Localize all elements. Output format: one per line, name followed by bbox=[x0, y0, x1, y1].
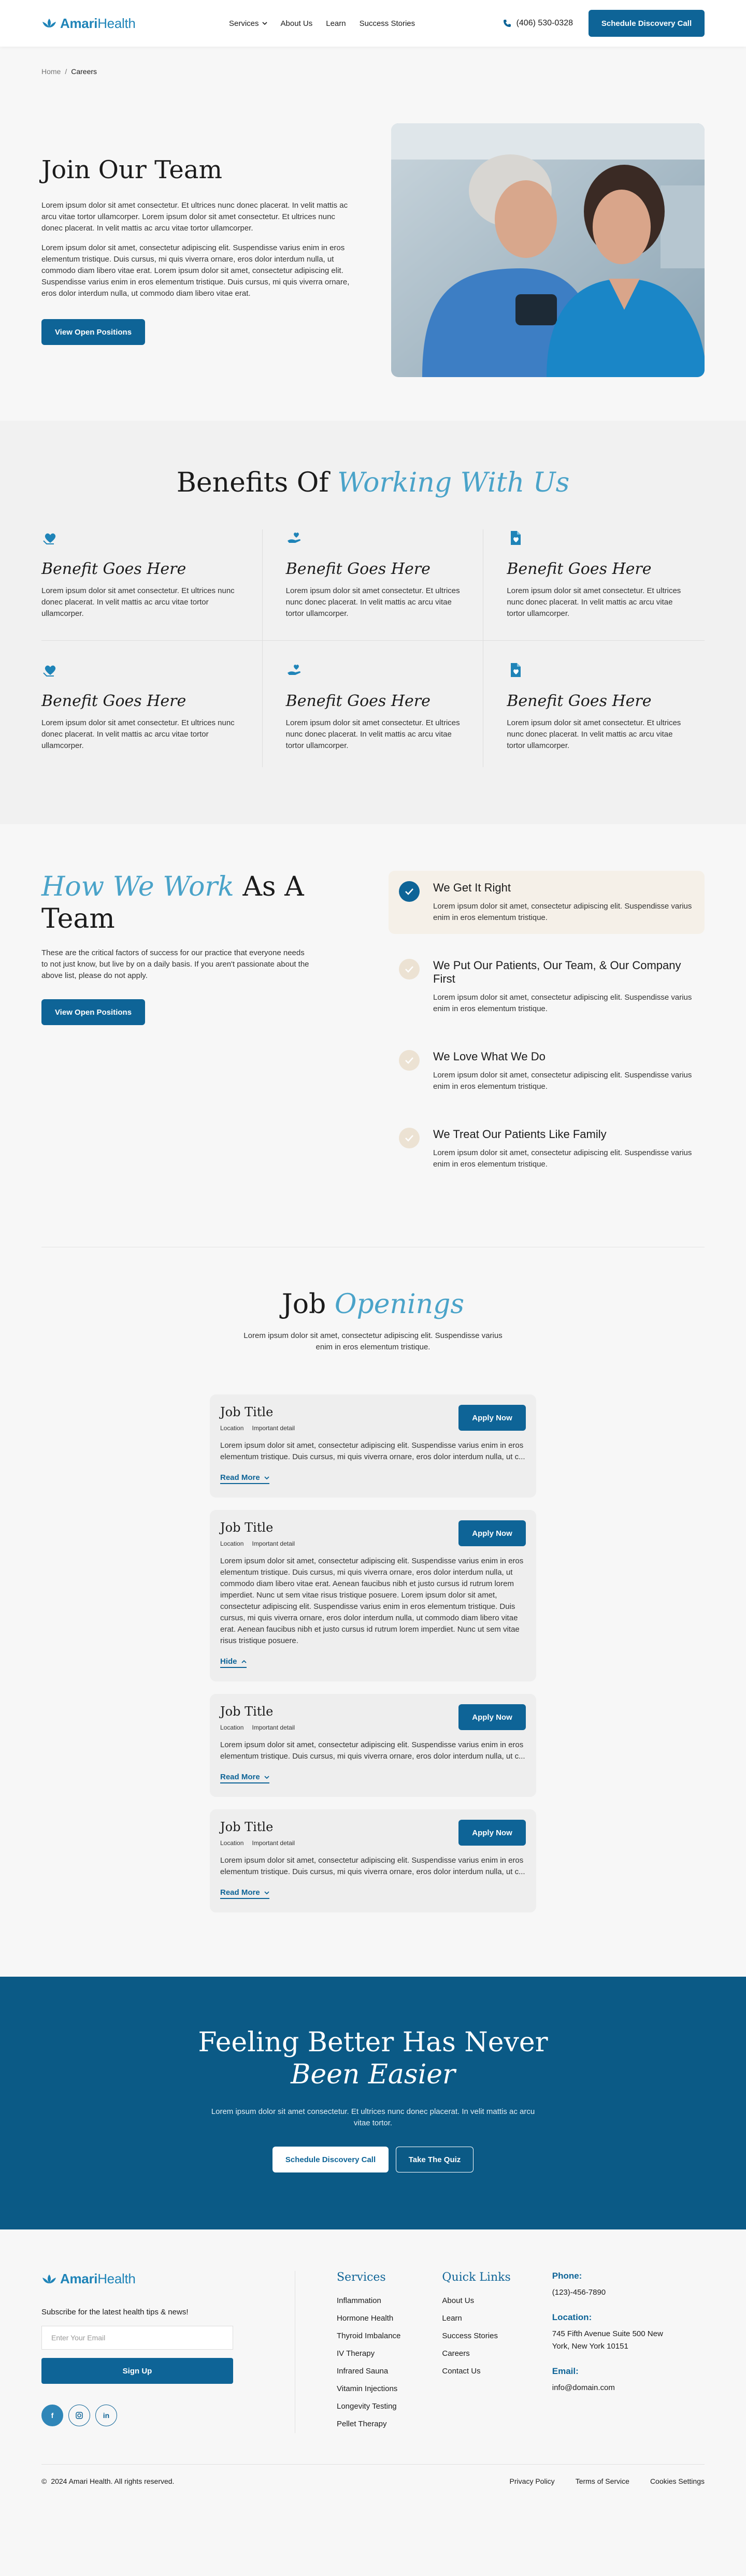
toggle-label: Hide bbox=[220, 1657, 237, 1666]
benefit-title: Benefit Goes Here bbox=[41, 560, 187, 578]
footer-service-link[interactable]: Longevity Testing bbox=[337, 2402, 397, 2411]
benefit-card bbox=[263, 529, 484, 641]
job-description: Lorem ipsum dolor sit amet, consectetur adipiscing elit. Suspendisse varius enim in eros elementum tristique. Duis cursus, mi quis viverra ornare, eros dolor interdum nulla, ut c... bbox=[220, 1740, 525, 1761]
how-description: These are the critical factors of success for our practice that everyone needs to not just know, but live by on a daily basis. If you aren't passionate about the above list, please do not apply. bbox=[41, 948, 309, 980]
sign-up-button[interactable]: Sign Up bbox=[41, 2358, 233, 2384]
chevron-down-icon bbox=[264, 1476, 269, 1479]
logo[interactable] bbox=[41, 16, 136, 32]
job-description: Lorem ipsum dolor sit amet, consectetur adipiscing elit. Suspendisse varius enim in eros elementum tristique. Duis cursus, mi quis viverra ornare, eros dolor interdum nulla, ut c... bbox=[220, 1856, 525, 1876]
hero-paragraph-2: Lorem ipsum dolor sit amet, consectetur adipiscing elit. Suspendisse varius enim in eros elementum tristique. Duis cursus, mi quis viverra ornare, eros dolor interdum nulla, ut commodo diam libero vitae erat. Lorem ipsum dolor sit amet, consectetur adipiscing elit. Suspendisse varius enim in eros elementum tristique. Duis cursus, mi quis viverra ornare, eros dolor interdum nulla, ut commodo diam libero vitae erat. bbox=[41, 243, 350, 298]
jobs-title: Job Openings bbox=[281, 1289, 465, 1320]
chevron-up-icon bbox=[241, 1660, 247, 1663]
read-more-toggle[interactable] bbox=[220, 1888, 269, 1899]
check-circle-icon bbox=[399, 1128, 420, 1148]
view-open-positions-button-2[interactable]: View Open Positions bbox=[41, 999, 145, 1025]
copyright: 2024 Amari Health. All rights reserved. bbox=[51, 2477, 175, 2485]
job-location: Location bbox=[220, 1540, 244, 1547]
benefit-title: Benefit Goes Here bbox=[507, 692, 652, 710]
job-location: Location bbox=[220, 1724, 244, 1731]
chevron-down-icon bbox=[264, 1776, 269, 1779]
job-detail: Important detail bbox=[252, 1540, 295, 1547]
job-title: Job Title bbox=[220, 1820, 274, 1834]
copyright-icon: © bbox=[41, 2477, 47, 2485]
toggle-label: Read More bbox=[220, 1888, 260, 1897]
value-item[interactable] bbox=[389, 1040, 705, 1103]
footer-quick-link[interactable]: About Us bbox=[442, 2296, 475, 2305]
benefit-text: Lorem ipsum dolor sit amet consectetur. Et ultrices nunc donec placerat. In velit mattis ac arcu vitae tortor ullamcorper. bbox=[41, 718, 235, 750]
apply-now-button[interactable]: Apply Now bbox=[458, 1820, 526, 1846]
job-detail: Important detail bbox=[252, 1424, 295, 1432]
nav-services[interactable]: Services bbox=[229, 19, 267, 28]
site-footer bbox=[0, 2229, 746, 2504]
value-text: Lorem ipsum dolor sit amet, consectetur adipiscing elit. Suspendisse varius enim in eros elementum tristique. bbox=[433, 993, 692, 1013]
hide-toggle[interactable] bbox=[220, 1657, 247, 1668]
terms-link[interactable]: Terms of Service bbox=[575, 2477, 629, 2485]
how-title: How We Work As A Team bbox=[41, 871, 304, 934]
cta-schedule-call-button[interactable]: Schedule Discovery Call bbox=[272, 2147, 389, 2172]
value-text: Lorem ipsum dolor sit amet, consectetur adipiscing elit. Suspendisse varius enim in eros elementum tristique. bbox=[433, 902, 692, 922]
main-nav bbox=[229, 19, 415, 28]
view-open-positions-button[interactable]: View Open Positions bbox=[41, 319, 145, 345]
benefit-text: Lorem ipsum dolor sit amet consectetur. Et ultrices nunc donec placerat. In velit mattis ac arcu vitae tortor ullamcorper. bbox=[507, 586, 681, 618]
benefits-section bbox=[0, 421, 746, 824]
read-more-toggle[interactable] bbox=[220, 1473, 269, 1484]
value-title: We Put Our Patients, Our Team, & Our Company First bbox=[433, 959, 681, 985]
value-item[interactable] bbox=[389, 948, 705, 1025]
job-title: Job Title bbox=[220, 1520, 274, 1535]
check-circle-icon bbox=[399, 881, 420, 902]
heart-hand-icon bbox=[41, 540, 59, 549]
footer-services-list bbox=[337, 2292, 400, 2433]
footer-location: 745 Fifth Avenue Suite 500 New York, New York 10151 bbox=[552, 2329, 663, 2351]
job-list bbox=[0, 1394, 746, 1912]
nav-success-stories[interactable]: Success Stories bbox=[359, 19, 415, 28]
job-description: Lorem ipsum dolor sit amet, consectetur adipiscing elit. Suspendisse varius enim in eros elementum tristique. Duis cursus, mi quis viverra ornare, eros dolor interdum nulla, ut c... bbox=[220, 1441, 525, 1461]
benefit-title: Benefit Goes Here bbox=[507, 560, 652, 578]
benefit-text: Lorem ipsum dolor sit amet consectetur. Et ultrices nunc donec placerat. In velit mattis ac arcu vitae tortor ullamcorper. bbox=[507, 718, 681, 750]
breadcrumb-home[interactable]: Home bbox=[41, 67, 61, 76]
benefit-card bbox=[483, 529, 705, 641]
benefit-title: Benefit Goes Here bbox=[285, 692, 431, 710]
footer-quick-link[interactable]: Careers bbox=[442, 2349, 470, 2358]
footer-email[interactable]: info@domain.com bbox=[552, 2383, 615, 2392]
footer-quick-link[interactable]: Contact Us bbox=[442, 2367, 481, 2376]
value-title: We Love What We Do bbox=[433, 1050, 546, 1063]
lotus-logo-icon bbox=[41, 18, 57, 29]
jobs-subtitle: Lorem ipsum dolor sit amet, consectetur adipiscing elit. Suspendisse varius enim in eros elementum tristique. bbox=[243, 1331, 503, 1351]
nav-learn[interactable]: Learn bbox=[326, 19, 346, 28]
footer-services-title: Services bbox=[337, 2271, 386, 2284]
breadcrumb-separator: / bbox=[65, 67, 67, 76]
benefit-title: Benefit Goes Here bbox=[41, 692, 187, 710]
cta-text: Lorem ipsum dolor sit amet consectetur. Et ultrices nunc donec placerat. In velit mattis ac arcu vitae tortor. bbox=[211, 2107, 535, 2127]
footer-quick-link[interactable]: Learn bbox=[442, 2314, 462, 2323]
footer-logo[interactable] bbox=[41, 2271, 253, 2287]
heart-hand-icon bbox=[41, 672, 59, 681]
apply-now-button[interactable]: Apply Now bbox=[458, 1405, 526, 1431]
hero-section bbox=[0, 76, 746, 421]
phone-icon bbox=[503, 19, 511, 27]
logo-text: AmariHealth bbox=[60, 15, 136, 31]
hero-image bbox=[391, 123, 705, 377]
footer-quick-links-list bbox=[442, 2292, 510, 2380]
value-title: We Get It Right bbox=[433, 881, 511, 894]
document-heart-icon bbox=[507, 540, 524, 549]
email-field[interactable]: Enter Your Email bbox=[41, 2326, 233, 2350]
phone-number: (406) 530-0328 bbox=[516, 19, 573, 27]
footer-logo-text: AmariHealth bbox=[60, 2271, 136, 2286]
job-card bbox=[210, 1809, 536, 1912]
job-location: Location bbox=[220, 1424, 244, 1432]
benefit-card bbox=[263, 641, 484, 767]
chevron-down-icon bbox=[262, 22, 267, 25]
footer-service-link[interactable]: Hormone Health bbox=[337, 2314, 394, 2323]
values-list bbox=[389, 871, 705, 1195]
location-label: Location: bbox=[552, 2312, 592, 2322]
hand-heart-icon bbox=[286, 540, 304, 549]
cta-title: Feeling Better Has Never Been Easier bbox=[198, 2027, 548, 2090]
footer-service-link[interactable]: Thyroid Imbalance bbox=[337, 2332, 401, 2340]
toggle-label: Read More bbox=[220, 1473, 260, 1482]
benefit-card bbox=[483, 641, 705, 767]
lotus-logo-icon bbox=[41, 2273, 57, 2285]
apply-now-button[interactable]: Apply Now bbox=[458, 1520, 526, 1546]
check-circle-icon bbox=[399, 959, 420, 980]
footer-quick-link[interactable]: Success Stories bbox=[442, 2332, 498, 2340]
cookies-settings-link[interactable]: Cookies Settings bbox=[650, 2477, 705, 2485]
footer-service-link[interactable]: Inflammation bbox=[337, 2296, 381, 2305]
value-text: Lorem ipsum dolor sit amet, consectetur adipiscing elit. Suspendisse varius enim in eros elementum tristique. bbox=[433, 1071, 692, 1091]
hero-paragraph-1: Lorem ipsum dolor sit amet consectetur. Et ultrices nunc donec placerat. In velit mattis ac arcu vitae tortor ullamcorper. Lorem ipsum dolor sit amet consectetur. Et ultrices nunc donec placerat. In velit mattis ac arcu vitae tortor ullamcorper. bbox=[41, 201, 348, 233]
benefit-text: Lorem ipsum dolor sit amet consectetur. Et ultrices nunc donec placerat. In velit mattis ac arcu vitae tortor ullamcorper. bbox=[285, 586, 460, 618]
hand-heart-icon bbox=[286, 672, 304, 681]
page-title: Join Our Team bbox=[41, 155, 222, 184]
job-card bbox=[210, 1510, 536, 1681]
job-openings-section bbox=[0, 1247, 746, 1977]
value-item[interactable] bbox=[389, 1117, 705, 1181]
apply-now-button[interactable]: Apply Now bbox=[458, 1704, 526, 1730]
read-more-toggle[interactable] bbox=[220, 1773, 269, 1783]
value-item[interactable] bbox=[389, 871, 705, 934]
linkedin-icon[interactable]: in bbox=[95, 2405, 117, 2426]
schedule-call-button[interactable]: Schedule Discovery Call bbox=[589, 10, 705, 37]
job-card bbox=[210, 1694, 536, 1797]
site-header bbox=[0, 0, 746, 47]
benefit-title: Benefit Goes Here bbox=[285, 560, 431, 578]
footer-service-link[interactable]: Pellet Therapy bbox=[337, 2420, 387, 2428]
instagram-icon[interactable] bbox=[68, 2405, 90, 2426]
job-detail: Important detail bbox=[252, 1724, 295, 1731]
breadcrumb-current: Careers bbox=[71, 67, 97, 76]
take-quiz-button[interactable]: Take The Quiz bbox=[396, 2147, 474, 2172]
footer-service-link[interactable]: IV Therapy bbox=[337, 2349, 375, 2358]
newsletter-tagline: Subscribe for the latest health tips & news! bbox=[41, 2308, 189, 2316]
header-phone[interactable] bbox=[503, 19, 573, 28]
benefit-text: Lorem ipsum dolor sit amet consectetur. Et ultrices nunc donec placerat. In velit mattis ac arcu vitae tortor ullamcorper. bbox=[41, 586, 235, 618]
footer-quick-links-title: Quick Links bbox=[442, 2271, 511, 2284]
how-we-work-section bbox=[0, 824, 746, 1247]
benefits-title: Benefits Of Working With Us bbox=[176, 467, 570, 498]
job-title: Job Title bbox=[220, 1704, 274, 1719]
job-card bbox=[210, 1394, 536, 1498]
benefits-grid bbox=[41, 529, 705, 778]
benefit-text: Lorem ipsum dolor sit amet consectetur. Et ultrices nunc donec placerat. In velit mattis ac arcu vitae tortor ullamcorper. bbox=[285, 718, 460, 750]
value-title: We Treat Our Patients Like Family bbox=[433, 1128, 607, 1141]
job-detail: Important detail bbox=[252, 1839, 295, 1847]
benefit-card bbox=[41, 641, 263, 767]
email-label: Email: bbox=[552, 2366, 579, 2376]
privacy-policy-link[interactable]: Privacy Policy bbox=[509, 2477, 555, 2485]
footer-phone[interactable]: (123)-456-7890 bbox=[552, 2288, 606, 2297]
cta-section bbox=[0, 1977, 746, 2229]
facebook-icon[interactable]: f bbox=[41, 2405, 63, 2426]
nav-about-us[interactable]: About Us bbox=[280, 19, 313, 28]
job-description: Lorem ipsum dolor sit amet, consectetur adipiscing elit. Suspendisse varius enim in eros elementum tristique. Duis cursus, mi quis viverra ornare, eros dolor interdum nulla, ut commodo diam libero vitae erat. Aenean faucibus nibh et justo cursus id rutrum lorem imperdiet. Nunc ut sem vitae risus tristique posuere. Lorem ipsum dolor sit amet, consectetur adipiscing elit. Suspendisse varius enim in eros elementum tristique. Duis cursus, mi quis viverra ornare, eros dolor interdum nulla, ut commodo diam libero vitae erat. Aenean faucibus nibh et justo cursus id rutrum lorem imperdiet. Nunc ut sem vitae risus tristique posuere. bbox=[220, 1557, 524, 1645]
job-title: Job Title bbox=[220, 1405, 274, 1419]
chevron-down-icon bbox=[264, 1891, 269, 1894]
footer-service-link[interactable]: Vitamin Injections bbox=[337, 2384, 398, 2393]
benefit-card bbox=[41, 529, 263, 641]
job-location: Location bbox=[220, 1839, 244, 1847]
phone-label: Phone: bbox=[552, 2271, 582, 2281]
footer-service-link[interactable]: Infrared Sauna bbox=[337, 2367, 389, 2376]
value-text: Lorem ipsum dolor sit amet, consectetur adipiscing elit. Suspendisse varius enim in eros elementum tristique. bbox=[433, 1148, 692, 1169]
check-circle-icon bbox=[399, 1050, 420, 1071]
document-heart-icon bbox=[507, 672, 524, 681]
breadcrumb bbox=[0, 47, 746, 76]
toggle-label: Read More bbox=[220, 1773, 260, 1781]
